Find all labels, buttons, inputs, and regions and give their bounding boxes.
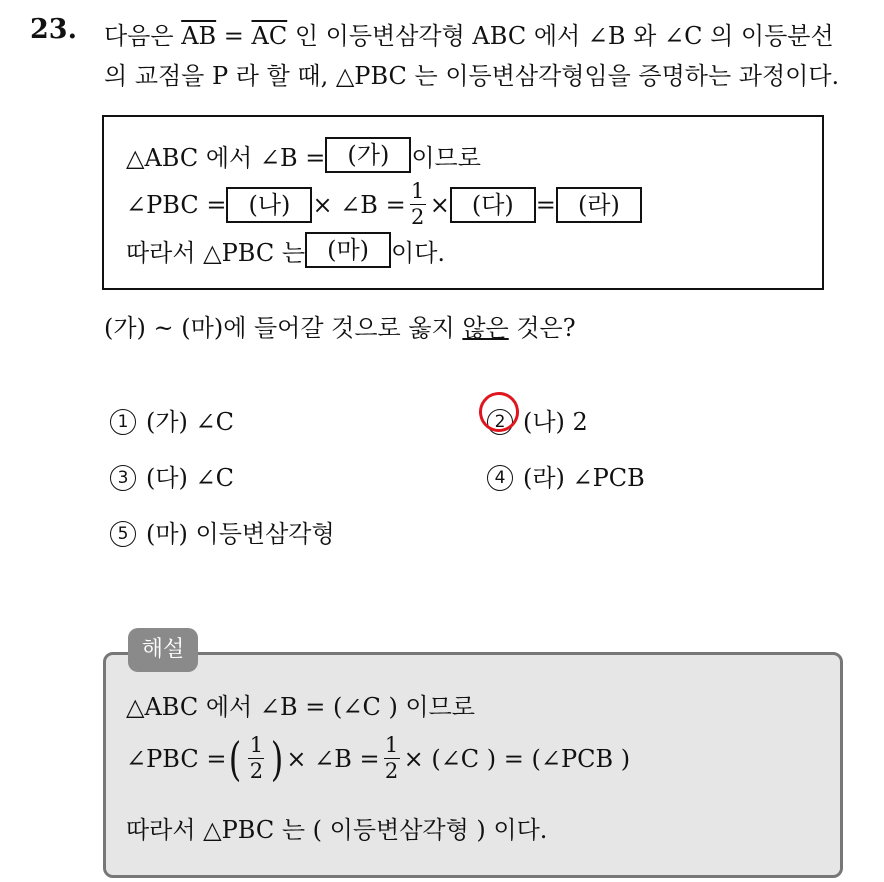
choice-3-number-icon: 3 [110,465,136,491]
question-line-1 [104,16,834,51]
choice-4[interactable] [487,458,645,493]
solution-fraction-1-denominator: 2 [249,759,264,783]
proof-line-2-pre: ∠PBC = [126,190,227,219]
question-prompt-pre: (가) ~ (마)에 들어갈 것으로 옳지 [104,314,463,342]
solution-tag: 해설 [128,628,198,672]
proof-line-3-pre: 따라서 △PBC 는 [126,238,306,267]
choice-1[interactable] [110,402,234,437]
solution-fraction-1-numerator: 1 [249,733,264,757]
blank-ra: (라) [556,187,642,223]
choice-5[interactable] [110,514,335,549]
choice-3-text: (다) ∠C [146,464,235,492]
proof-line-1-pre: △ABC 에서 ∠B = [126,143,326,172]
blank-ga: (가) [325,137,411,173]
proof-box [102,115,824,290]
proof-line-1-post: 이므로 [411,143,481,172]
fraction-numerator: 1 [411,179,425,203]
times-sign: × [429,190,450,219]
choice-5-number-icon: 5 [110,521,136,547]
proof-line-1 [126,137,481,173]
left-paren: ( [229,731,242,786]
question-prompt [104,308,576,343]
choice-4-number-icon: 4 [487,465,513,491]
proof-line-3-post: 이다. [391,238,446,267]
solution-line-2-pre: ∠PBC = [126,744,227,773]
blank-da: (다) [450,187,536,223]
solution-line-2 [126,731,631,786]
choice-4-text: (라) ∠PCB [523,464,645,492]
question-prompt-post: 것은? [508,314,576,342]
choice-2-number-icon: 2 [487,409,513,435]
question-line-1-post: 인 이등변삼각형 ABC 에서 ∠B 와 ∠C 의 이등분선 [287,22,834,50]
solution-fraction-2 [384,735,400,782]
solution-fraction-2-denominator: 2 [384,759,399,783]
solution-fraction-2-numerator: 1 [384,733,399,757]
question-prompt-underlined: 않은 [462,314,509,342]
solution-line-3: 따라서 △PBC 는 ( 이등변삼각형 ) 이다. [126,816,548,844]
right-paren: ) [271,731,284,786]
equals-sign-2: = [535,190,556,219]
solution-line-2-post: × (∠C ) = (∠PCB ) [403,744,631,773]
solution-line-2-mid: × ∠B = [286,744,380,773]
proof-line-2-mid: × ∠B = [312,190,406,219]
fraction-denominator: 2 [411,205,425,229]
blank-na: (나) [226,187,312,223]
question-number: 23. [30,14,77,45]
segment-ac: $\overline{AC}$ [251,22,288,50]
solution-line-1: △ABC 에서 ∠B = (∠C ) 이므로 [126,693,475,721]
choice-1-number-icon: 1 [110,409,136,435]
fraction-half [410,181,426,228]
choice-5-text: (마) 이등변삼각형 [146,520,335,548]
question-line-1-pre: 다음은 [104,22,182,50]
solution-fraction-1 [248,735,264,782]
choice-2-text: (나) 2 [523,408,588,436]
equals-sign: = [216,22,252,50]
solution-box [103,652,843,878]
blank-ma: (마) [305,232,391,268]
proof-line-3 [126,232,445,268]
question-line-2: 의 교점을 P 라 할 때, △PBC 는 이등변삼각형임을 증명하는 과정이다. [104,62,840,90]
proof-line-2 [126,181,642,228]
choice-3[interactable] [110,458,234,493]
segment-ab: $\overline{AB}$ [181,22,217,50]
choice-1-text: (가) ∠C [146,408,235,436]
